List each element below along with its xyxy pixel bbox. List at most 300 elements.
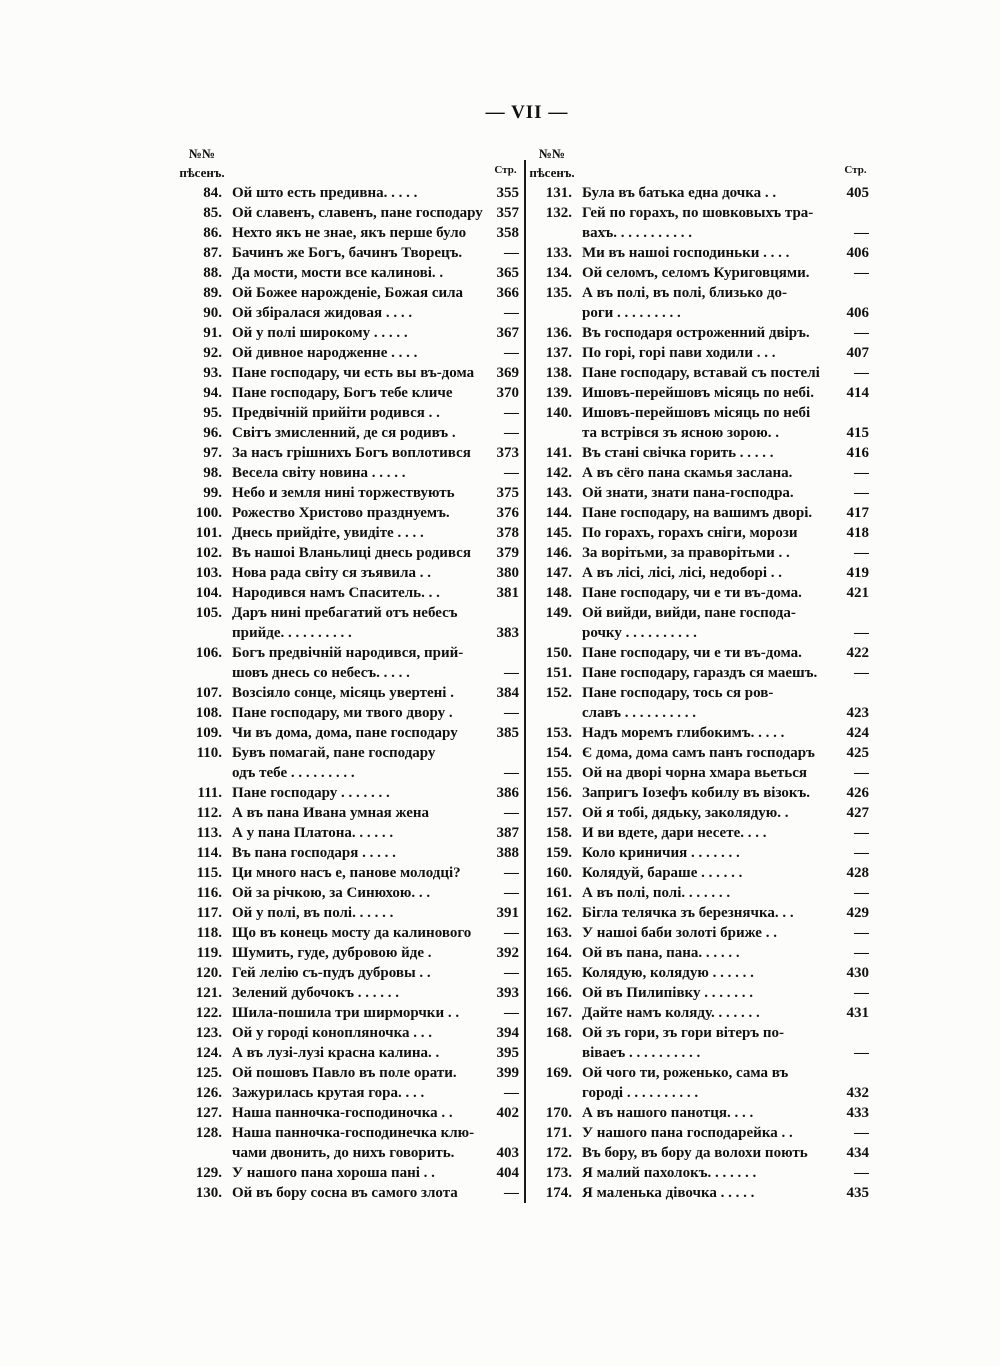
song-title: Пане господару, чи е ти въ-дома. — [582, 645, 802, 661]
index-entry — [176, 1103, 519, 1123]
song-number: 144. — [545, 505, 572, 521]
index-entry — [526, 483, 869, 503]
page-number: — — [854, 485, 869, 501]
song-title: По горi, горi пави ходили . . . — [582, 345, 776, 361]
song-number: 119. — [196, 945, 222, 961]
page-number: 391 — [496, 905, 519, 921]
song-number: 173. — [545, 1165, 572, 1181]
song-title: рочку . . . . . . . . . . — [582, 625, 697, 641]
page-column-label: Стр. — [494, 164, 517, 176]
page-number: 370 — [496, 385, 519, 401]
song-title: Въ господаря остроженний двiръ. — [582, 325, 810, 341]
song-title: По горахъ, горахъ снiги, морози — [582, 525, 798, 541]
song-title: Ци много насъ е, панове молодцi? — [232, 865, 461, 881]
page-number-header: — VII — — [485, 102, 569, 123]
song-title: Небо и земля нинi торжествують — [232, 485, 455, 501]
index-entry — [176, 643, 519, 683]
song-title: Бiгла телячка зъ березнячка. . . — [582, 905, 794, 921]
song-number: 123. — [195, 1025, 222, 1041]
page-number: 383 — [496, 625, 519, 641]
song-title: Ой селомъ, селомъ Куриговцями. — [582, 265, 810, 281]
index-entry — [176, 743, 519, 783]
page-number: 367 — [496, 325, 519, 341]
index-entry — [526, 583, 869, 603]
song-number: 105. — [195, 605, 222, 621]
index-entry — [176, 543, 519, 563]
page-number: 434 — [846, 1145, 869, 1161]
index-entry — [526, 643, 869, 663]
page-number: 384 — [496, 685, 519, 701]
page-number: 416 — [846, 445, 869, 461]
song-number: 100. — [195, 505, 222, 521]
song-title: Ми въ нашоi господиньки . . . . — [582, 245, 790, 261]
page-number: — — [854, 845, 869, 861]
song-title: Коло криничия . . . . . . . — [582, 845, 740, 861]
page-number: 355 — [496, 185, 519, 201]
index-entry — [176, 1163, 519, 1183]
song-title: Наша панночка-господинечка клю- — [232, 1125, 475, 1141]
index-entry — [176, 943, 519, 963]
index-entry — [526, 803, 869, 823]
index-entry — [526, 343, 869, 363]
song-title: Въ пана господаря . . . . . — [232, 845, 396, 861]
index-entry — [176, 783, 519, 803]
index-entry — [526, 723, 869, 743]
index-entry — [526, 203, 869, 243]
song-number: 170. — [545, 1105, 572, 1121]
song-number: 150. — [545, 645, 572, 661]
song-number: 115. — [196, 865, 222, 881]
song-number: 126. — [195, 1085, 222, 1101]
song-title: Ой въ Пилипiвку . . . . . . . — [582, 985, 753, 1001]
song-number: 168. — [545, 1025, 572, 1041]
song-title: Ой у полi широкому . . . . . — [232, 325, 408, 341]
index-entry — [526, 943, 869, 963]
number-sign-label: №№ — [188, 146, 216, 161]
song-title: Ой збiралася жидовая . . . . — [232, 305, 413, 321]
index-entry — [526, 783, 869, 803]
page-number: 426 — [846, 785, 869, 801]
song-title: Гей по горахъ, по шовковыхъ тра- — [582, 205, 814, 221]
page-number: 430 — [846, 965, 869, 981]
index-entry — [176, 583, 519, 603]
song-number: 147. — [545, 565, 572, 581]
page-number: 419 — [846, 565, 869, 581]
song-number: 174. — [545, 1185, 572, 1201]
page-number: 385 — [496, 725, 519, 741]
index-entry — [526, 763, 869, 783]
song-number: 153. — [545, 725, 572, 741]
page-number: — — [504, 405, 519, 421]
page-number: 403 — [496, 1145, 519, 1161]
page-number: — — [504, 705, 519, 721]
song-number: 166. — [545, 985, 572, 1001]
song-title: Ой на дворi чорна хмара вьеться — [582, 765, 807, 781]
song-title: А въ полi, полi. . . . . . . — [582, 885, 731, 901]
page-number: 431 — [846, 1005, 869, 1021]
song-title: Пане господару, на вашимъ дворi. — [582, 505, 813, 521]
index-entry — [176, 1003, 519, 1023]
song-title: прийде. . . . . . . . . . — [232, 625, 352, 641]
song-title: Въ станi свiчка горить . . . . . — [582, 445, 774, 461]
song-title: Нехто якъ не знае, якъ перше було — [232, 225, 467, 241]
song-title: Ой пошовъ Павло въ поле орати. — [232, 1065, 457, 1081]
song-number: 165. — [545, 965, 572, 981]
song-number: 169. — [545, 1065, 572, 1081]
song-number: 133. — [545, 245, 572, 261]
song-title: Чи въ дома, дома, пане господару — [232, 725, 458, 741]
song-title: Шумить, гуде, дубровою йде . — [232, 945, 432, 961]
page-number: — — [854, 665, 869, 681]
song-number: 149. — [545, 605, 572, 621]
index-entry — [176, 243, 519, 263]
song-number: 140. — [545, 405, 572, 421]
index-entry — [526, 1143, 869, 1163]
song-number: 103. — [195, 565, 222, 581]
song-number: 131. — [545, 185, 572, 201]
index-entry — [176, 183, 519, 203]
song-title: вiваеъ . . . . . . . . . . — [582, 1045, 701, 1061]
song-title: Свiтъ змисленний, де ся родивъ . — [232, 425, 456, 441]
song-number: 95. — [203, 405, 222, 421]
page-number: — — [504, 1005, 519, 1021]
song-number: 138. — [545, 365, 572, 381]
index-entry — [176, 1063, 519, 1083]
song-number: 102. — [195, 545, 222, 561]
index-entry — [526, 283, 869, 323]
song-title: А въ сёго пана скамья заслана. — [582, 465, 793, 481]
index-entry — [526, 863, 869, 883]
index-entry — [176, 203, 519, 223]
song-title: Ой знати, знати пана-господра. — [582, 485, 794, 501]
page-number: 394 — [496, 1025, 519, 1041]
index-entry — [526, 243, 869, 263]
page-number: — — [854, 1045, 869, 1061]
page-number: — — [504, 805, 519, 821]
song-number: 96. — [203, 425, 222, 441]
song-number: 160. — [545, 865, 572, 881]
song-title: Ишовъ-перейшовъ мiсяць по небi — [582, 405, 811, 421]
song-title: Що въ конець мосту да калинового — [232, 925, 472, 941]
page-number: — — [854, 765, 869, 781]
index-entry — [176, 703, 519, 723]
song-title: Колядую, колядую . . . . . . — [582, 965, 754, 981]
song-title: чами двонить, до нихъ говорить. — [232, 1145, 455, 1161]
song-title: Була въ батька една дочка . . — [582, 185, 777, 201]
song-title: Ой чого ти, роженько, сама въ — [582, 1065, 789, 1081]
song-title: Рожество Христово празднуемъ. — [232, 505, 450, 521]
page-number: 435 — [846, 1185, 869, 1201]
index-entry — [526, 543, 869, 563]
index-entry — [526, 463, 869, 483]
song-title: Богъ предвiчнiй народився, прий- — [232, 645, 464, 661]
index-entry — [176, 383, 519, 403]
page-number: 429 — [846, 905, 869, 921]
song-title: Ой што есть предивна. . . . . — [232, 185, 418, 201]
page-number: 393 — [496, 985, 519, 1001]
index-entry — [526, 183, 869, 203]
page-number: — — [504, 1085, 519, 1101]
index-entry — [176, 303, 519, 323]
song-number: 158. — [545, 825, 572, 841]
page-number: 378 — [496, 525, 519, 541]
song-number: 121. — [195, 985, 222, 1001]
song-number: 92. — [203, 345, 222, 361]
song-title: Ой у полi, въ полi. . . . . . — [232, 905, 394, 921]
index-entry — [176, 903, 519, 923]
index-entry — [176, 343, 519, 363]
page-column-label: Стр. — [844, 164, 867, 176]
song-number: 104. — [195, 585, 222, 601]
song-title: вахъ. . . . . . . . . . . — [582, 225, 693, 241]
index-entry — [526, 963, 869, 983]
index-entry — [526, 323, 869, 343]
index-entry — [526, 883, 869, 903]
song-title: та встрiвся зъ ясною зорою. . — [582, 425, 779, 441]
song-title: Ой я тобi, дядьку, заколядую. . — [582, 805, 789, 821]
index-entry — [176, 1183, 519, 1203]
song-number: 162. — [545, 905, 572, 921]
song-title: Пане господару . . . . . . . — [232, 785, 390, 801]
song-title: Гей лелiю съ-пудъ дубровы . . — [232, 965, 431, 981]
song-number: 151. — [545, 665, 572, 681]
index-entry — [176, 563, 519, 583]
index-entry — [176, 283, 519, 303]
page-number: 425 — [846, 745, 869, 761]
page-number: 380 — [496, 565, 519, 581]
song-number: 152. — [545, 685, 572, 701]
song-number: 129. — [195, 1165, 222, 1181]
song-number: 148. — [545, 585, 572, 601]
song-title: Зажурилась крутая гора. . . . — [232, 1085, 425, 1101]
song-title: Даръ нинi пребагатий отъ небесъ — [232, 605, 458, 621]
song-number: 134. — [545, 265, 572, 281]
page-number: — — [854, 1125, 869, 1141]
song-title: Пане господару, вставай съ постелi — [582, 365, 820, 381]
song-number: 122. — [195, 1005, 222, 1021]
song-number: 108. — [195, 705, 222, 721]
song-title: А въ нашого панотця. . . . — [582, 1105, 754, 1121]
page-number: 432 — [846, 1085, 869, 1101]
song-number: 89. — [203, 285, 222, 301]
page-number: 379 — [496, 545, 519, 561]
page-number: — — [504, 965, 519, 981]
song-title: славъ . . . . . . . . . . — [582, 705, 697, 721]
song-number: 136. — [545, 325, 572, 341]
page-number: 417 — [846, 505, 869, 521]
song-title: Народився намъ Спаситель. . . — [232, 585, 440, 601]
song-title: шовъ днесь со небесъ. . . . . — [232, 665, 410, 681]
song-title: роги . . . . . . . . . — [582, 305, 681, 321]
page-number: — — [854, 625, 869, 641]
index-entry — [526, 1063, 869, 1103]
song-number: 155. — [545, 765, 572, 781]
song-title: Ой зъ гори, зъ гори вiтеръ по- — [582, 1025, 784, 1041]
song-title: А у пана Платона. . . . . . — [232, 825, 394, 841]
song-number: 163. — [545, 925, 572, 941]
page-number: 357 — [496, 205, 519, 221]
song-number: 93. — [203, 365, 222, 381]
song-number: 164. — [545, 945, 572, 961]
page-number: 388 — [496, 845, 519, 861]
index-entry — [526, 1103, 869, 1123]
song-title: Ой у городi конопляночка . . . — [232, 1025, 433, 1041]
song-title: Пане господару, гараздъ ся маешъ. — [582, 665, 818, 681]
song-title: Ой въ бору сосна въ самого злота — [232, 1185, 458, 1201]
song-number: 116. — [196, 885, 222, 901]
index-entry — [176, 1123, 519, 1163]
page-number: — — [504, 305, 519, 321]
song-number: 127. — [195, 1105, 222, 1121]
song-number: 99. — [203, 485, 222, 501]
song-number: 156. — [545, 785, 572, 801]
song-title: Днесь прийдiте, увидiте . . . . — [232, 525, 424, 541]
index-entry — [526, 383, 869, 403]
song-title: Пане господару, чи есть вы въ-дома — [232, 365, 475, 381]
page-number: 423 — [846, 705, 869, 721]
page-number: — — [504, 345, 519, 361]
page-number: 386 — [496, 785, 519, 801]
page-number: — — [504, 245, 519, 261]
song-title: У нашого пана господарейка . . — [582, 1125, 793, 1141]
song-title: Бувъ помагай, пане господару — [232, 745, 436, 761]
song-title: Да мости, мости все калиновi. . — [232, 265, 444, 281]
song-number: 120. — [195, 965, 222, 981]
song-number: 114. — [196, 845, 222, 861]
song-title: Колядуй, бараше . . . . . . — [582, 865, 743, 881]
page-number: — — [854, 225, 869, 241]
index-entry — [176, 1023, 519, 1043]
song-title: Надъ моремъ глибокимъ. . . . . — [582, 725, 785, 741]
song-number: 86. — [203, 225, 222, 241]
number-sign-label: №№ — [538, 146, 566, 161]
index-entry — [526, 1163, 869, 1183]
page-number: — — [854, 985, 869, 1001]
song-title: Въ нашоi Вланьлицi днесь родився — [232, 545, 471, 561]
song-number: 111. — [197, 785, 222, 801]
song-title: Є дома, дома самъ панъ господаръ — [582, 745, 815, 761]
page-number: — — [504, 885, 519, 901]
song-number: 94. — [203, 385, 222, 401]
song-title: У нашого пана хороша панi . . — [232, 1165, 435, 1181]
song-number: 142. — [545, 465, 572, 481]
song-number: 159. — [545, 845, 572, 861]
song-number: 135. — [545, 285, 572, 301]
index-column-left — [176, 183, 519, 1203]
page-number: 395 — [496, 1045, 519, 1061]
song-title: Предвiчнiй прийiти родився . . — [232, 405, 440, 421]
index-entry — [526, 663, 869, 683]
page-number: 399 — [496, 1065, 519, 1081]
index-entry — [526, 603, 869, 643]
index-entry — [176, 523, 519, 543]
page-number: 387 — [496, 825, 519, 841]
page-number: — — [854, 945, 869, 961]
song-number: 117. — [196, 905, 222, 921]
page-number: 427 — [846, 805, 869, 821]
page-number: 406 — [846, 305, 869, 321]
index-entry — [176, 263, 519, 283]
index-entry — [176, 483, 519, 503]
page-number: 392 — [496, 945, 519, 961]
song-title: городi . . . . . . . . . . — [582, 1085, 699, 1101]
song-title: За ворiтьми, за праворiтьми . . — [582, 545, 790, 561]
song-number: 91. — [203, 325, 222, 341]
page-number: 373 — [496, 445, 519, 461]
song-title: Запригъ Iозефъ кобилу въ вiзокъ. — [582, 785, 811, 801]
song-number: 171. — [545, 1125, 572, 1141]
song-title: Ой за рiчкою, за Синюхою. . . — [232, 885, 431, 901]
index-entry — [526, 923, 869, 943]
song-title: Ой Божее нарожденiе, Божая сила — [232, 285, 464, 301]
index-entry — [526, 503, 869, 523]
page-number: — — [854, 1165, 869, 1181]
song-number: 141. — [545, 445, 572, 461]
song-number: 113. — [196, 825, 222, 841]
page-number: 365 — [496, 265, 519, 281]
song-number: 98. — [203, 465, 222, 481]
index-entry — [526, 443, 869, 463]
index-entry — [176, 503, 519, 523]
song-title: А въ лiсi, лiсi, лiсi, недоборi . . — [582, 565, 783, 581]
page-number: — — [854, 545, 869, 561]
song-number: 107. — [195, 685, 222, 701]
index-entry — [176, 363, 519, 383]
song-number: 132. — [545, 205, 572, 221]
page-number: 358 — [496, 225, 519, 241]
song-number: 137. — [545, 345, 572, 361]
page-number: — — [504, 1185, 519, 1201]
song-number: 101. — [195, 525, 222, 541]
song-title: Пане господару, Богъ тебе кличе — [232, 385, 453, 401]
song-number: 172. — [545, 1145, 572, 1161]
page-number: — — [854, 265, 869, 281]
song-title: А въ полi, въ полi, близько до- — [582, 285, 788, 301]
index-entry — [526, 1123, 869, 1143]
index-entry — [526, 743, 869, 763]
song-title: Наша панночка-господиночка . . — [232, 1105, 453, 1121]
song-number: 154. — [545, 745, 572, 761]
page-number: 369 — [496, 365, 519, 381]
page-number: — — [504, 765, 519, 781]
song-number: 146. — [545, 545, 572, 561]
index-entry — [526, 1183, 869, 1203]
song-title: Ой въ пана, пана. . . . . . — [582, 945, 740, 961]
song-number: 110. — [196, 745, 222, 761]
page-number: 424 — [846, 725, 869, 741]
index-entry — [176, 823, 519, 843]
page-number: 406 — [846, 245, 869, 261]
song-title: Пане господару, чи е ти въ-дома. — [582, 585, 802, 601]
song-title: Дайте намъ коляду. . . . . . . — [582, 1005, 760, 1021]
index-entry — [176, 1043, 519, 1063]
song-title: Пане господару, ми твого двору . — [232, 705, 453, 721]
song-title: Зелений дубочокъ . . . . . . — [232, 985, 399, 1001]
song-number: 124. — [195, 1045, 222, 1061]
song-title: одъ тебе . . . . . . . . . — [232, 765, 355, 781]
page-number: 433 — [846, 1105, 869, 1121]
index-entry — [526, 523, 869, 543]
index-entry — [526, 903, 869, 923]
page-number: — — [504, 425, 519, 441]
index-entry — [526, 1003, 869, 1023]
page-number: 414 — [846, 385, 869, 401]
index-entry — [176, 723, 519, 743]
song-title: Ишовъ-перейшовъ мiсяць по небi. — [582, 385, 814, 401]
index-entry — [176, 983, 519, 1003]
song-number: 161. — [545, 885, 572, 901]
song-title: Пане господару, тось ся ров- — [582, 685, 774, 701]
